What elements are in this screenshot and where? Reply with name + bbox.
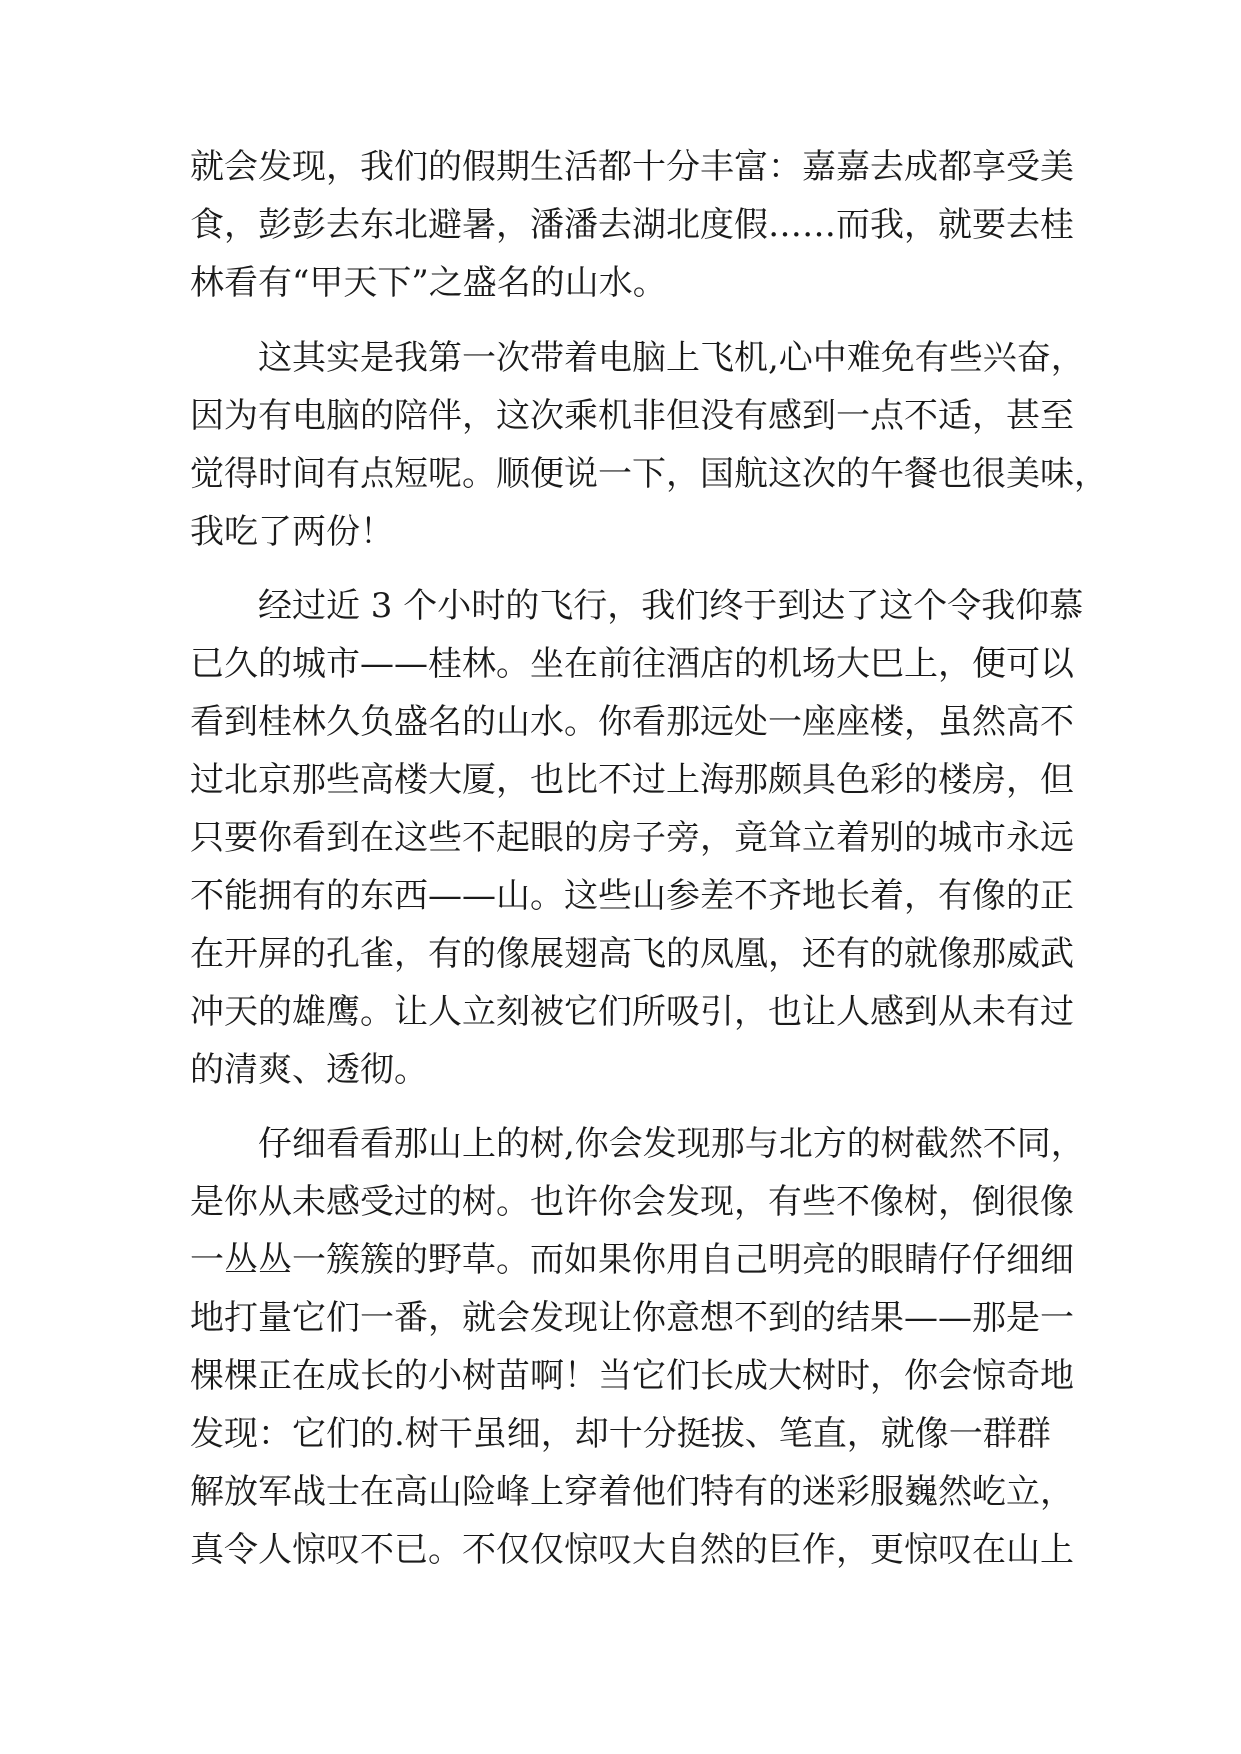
paragraph-1-line-3: 林看有“甲天下”之盛名的山水。 [190, 263, 667, 303]
paragraph-3-line-2: 已久的城市——桂林。坐在前往酒店的机场大巴上，便可以 [190, 644, 1074, 684]
paragraph-3-line-7: 在开屏的孔雀，有的像展翅高飞的凤凰，还有的就像那威武 [190, 934, 1074, 974]
paragraph-3-line-8: 冲天的雄鹰。让人立刻被它们所吸引，也让人感到从未有过 [190, 992, 1074, 1032]
paragraph-4-line-2: 是你从未感受过的树。也许你会发现，有些不像树，倒很像 [190, 1182, 1074, 1222]
paragraph-3-line-3: 看到桂林久负盛名的山水。你看那远处一座座楼，虽然高不 [190, 702, 1074, 742]
paragraph-3-line-5: 只要你看到在这些不起眼的房子旁，竟耸立着别的城市永远 [190, 818, 1074, 858]
paragraph-2-line-3: 觉得时间有点短呢。顺便说一下，国航这次的午餐也很美味， [190, 454, 1108, 494]
paragraph-4-line-1: 仔细看看那山上的树,你会发现那与北方的树截然不同， [258, 1124, 1085, 1164]
paragraph-3-line-6: 不能拥有的东西——山。这些山参差不齐地长着，有像的正 [190, 876, 1074, 916]
paragraph-1-line-1: 就会发现，我们的假期生活都十分丰富：嘉嘉去成都享受美 [190, 147, 1074, 187]
paragraph-2-line-1: 这其实是我第一次带着电脑上飞机,心中难免有些兴奋， [258, 338, 1085, 378]
paragraph-3-line-9: 的清爽、透彻。 [190, 1050, 428, 1090]
paragraph-3-line-1: 经过近 3 个小时的飞行，我们终于到达了这个令我仰慕 [258, 586, 1084, 626]
paragraph-3-line-4: 过北京那些高楼大厦，也比不过上海那颇具色彩的楼房，但 [190, 760, 1074, 800]
paragraph-4-line-3: 一丛丛一簇簇的野草。而如果你用自己明亮的眼睛仔仔细细 [190, 1240, 1074, 1280]
paragraph-4-line-8: 真令人惊叹不已。不仅仅惊叹大自然的巨作，更惊叹在山上 [190, 1530, 1074, 1570]
paragraph-2-line-4: 我吃了两份！ [190, 512, 394, 552]
paragraph-4-line-5: 棵棵正在成长的小树苗啊！当它们长成大树时，你会惊奇地 [190, 1356, 1074, 1396]
paragraph-4-line-6: 发现：它们的.树干虽细，却十分挺拔、笔直，就像一群群 [190, 1414, 1051, 1454]
paragraph-4-line-7: 解放军战士在高山险峰上穿着他们特有的迷彩服巍然屹立， [190, 1472, 1074, 1512]
paragraph-2-line-2: 因为有电脑的陪伴，这次乘机非但没有感到一点不适，甚至 [190, 396, 1074, 436]
paragraph-4-line-4: 地打量它们一番，就会发现让你意想不到的结果——那是一 [190, 1298, 1074, 1338]
paragraph-1-line-2: 食，彭彭去东北避暑，潘潘去湖北度假……而我，就要去桂 [190, 205, 1074, 245]
